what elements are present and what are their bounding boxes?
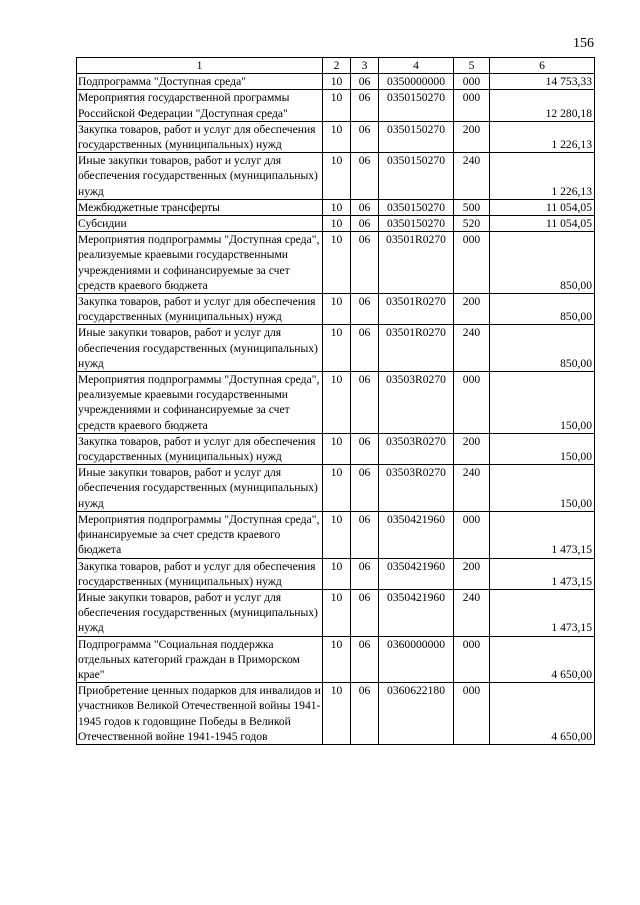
row-section-cell: 10 — [323, 153, 351, 200]
column-header: 5 — [454, 58, 490, 74]
row-subsection-cell: 06 — [351, 325, 379, 372]
table-row — [77, 465, 595, 512]
row-amount-cell: 850,00 — [490, 294, 595, 325]
row-amount-cell: 12 280,18 — [490, 90, 595, 121]
row-name-cell: Мероприятия подпрограммы "Доступная среда", реализуемые краевыми государственными учреждениями и софинансируемые за счет средств краевого бюджета — [77, 372, 323, 434]
row-target-article-cell: 0350150270 — [379, 199, 454, 215]
row-subsection-cell: 06 — [351, 636, 379, 683]
row-subsection-cell: 06 — [351, 433, 379, 464]
table-row — [77, 558, 595, 589]
table-header-row — [77, 58, 595, 74]
row-expense-type-cell: 000 — [454, 636, 490, 683]
row-expense-type-cell: 000 — [454, 90, 490, 121]
row-target-article-cell: 03503R0270 — [379, 433, 454, 464]
row-name-cell: Подпрограмма "Доступная среда" — [77, 74, 323, 90]
row-name-cell: Закупка товаров, работ и услуг для обеспечения государственных (муниципальных) нужд — [77, 294, 323, 325]
budget-table-body — [77, 58, 595, 745]
row-amount-cell: 150,00 — [490, 372, 595, 434]
row-target-article-cell: 03503R0270 — [379, 465, 454, 512]
row-expense-type-cell: 240 — [454, 465, 490, 512]
row-target-article-cell: 0350150270 — [379, 216, 454, 232]
row-expense-type-cell: 240 — [454, 153, 490, 200]
row-name-cell: Иные закупки товаров, работ и услуг для обеспечения государственных (муниципальных) нужд — [77, 325, 323, 372]
row-amount-cell: 1 473,15 — [490, 589, 595, 636]
row-section-cell: 10 — [323, 294, 351, 325]
row-amount-cell: 4 650,00 — [490, 636, 595, 683]
row-name-cell: Субсидии — [77, 216, 323, 232]
row-section-cell: 10 — [323, 636, 351, 683]
row-section-cell: 10 — [323, 433, 351, 464]
table-row — [77, 433, 595, 464]
table-row — [77, 372, 595, 434]
row-section-cell: 10 — [323, 589, 351, 636]
row-section-cell: 10 — [323, 199, 351, 215]
row-amount-cell: 850,00 — [490, 325, 595, 372]
table-row — [77, 589, 595, 636]
table-row — [77, 216, 595, 232]
row-amount-cell: 850,00 — [490, 232, 595, 294]
row-subsection-cell: 06 — [351, 121, 379, 152]
row-name-cell: Подпрограмма "Социальная поддержка отдельных категорий граждан в Приморском крае" — [77, 636, 323, 683]
row-amount-cell: 1 226,13 — [490, 121, 595, 152]
row-name-cell: Мероприятия государственной программы Российской Федерации "Доступная среда" — [77, 90, 323, 121]
row-expense-type-cell: 500 — [454, 199, 490, 215]
budget-table — [76, 57, 595, 745]
row-target-article-cell: 0350150270 — [379, 153, 454, 200]
table-row — [77, 90, 595, 121]
column-header: 4 — [379, 58, 454, 74]
row-section-cell: 10 — [323, 90, 351, 121]
table-row — [77, 511, 595, 558]
row-target-article-cell: 0350150270 — [379, 90, 454, 121]
row-target-article-cell: 0350421960 — [379, 589, 454, 636]
row-amount-cell: 11 054,05 — [490, 216, 595, 232]
table-row — [77, 74, 595, 90]
row-amount-cell: 11 054,05 — [490, 199, 595, 215]
row-subsection-cell: 06 — [351, 465, 379, 512]
column-header: 2 — [323, 58, 351, 74]
row-target-article-cell: 0360000000 — [379, 636, 454, 683]
row-subsection-cell: 06 — [351, 511, 379, 558]
row-amount-cell: 1 473,15 — [490, 511, 595, 558]
row-target-article-cell: 0350421960 — [379, 558, 454, 589]
row-section-cell: 10 — [323, 121, 351, 152]
row-subsection-cell: 06 — [351, 74, 379, 90]
row-expense-type-cell: 200 — [454, 294, 490, 325]
row-expense-type-cell: 000 — [454, 511, 490, 558]
row-subsection-cell: 06 — [351, 589, 379, 636]
row-subsection-cell: 06 — [351, 294, 379, 325]
row-subsection-cell: 06 — [351, 153, 379, 200]
row-name-cell: Межбюджетные трансферты — [77, 199, 323, 215]
row-target-article-cell: 03501R0270 — [379, 294, 454, 325]
table-row — [77, 294, 595, 325]
row-name-cell: Мероприятия подпрограммы "Доступная среда", реализуемые краевыми государственными учреждениями и софинансируемые за счет средств краевого бюджета — [77, 232, 323, 294]
row-name-cell: Закупка товаров, работ и услуг для обеспечения государственных (муниципальных) нужд — [77, 121, 323, 152]
row-target-article-cell: 03501R0270 — [379, 232, 454, 294]
row-expense-type-cell: 000 — [454, 232, 490, 294]
row-expense-type-cell: 200 — [454, 558, 490, 589]
row-section-cell: 10 — [323, 216, 351, 232]
table-row — [77, 636, 595, 683]
row-name-cell: Закупка товаров, работ и услуг для обеспечения государственных (муниципальных) нужд — [77, 558, 323, 589]
table-row — [77, 683, 595, 745]
row-target-article-cell: 0350000000 — [379, 74, 454, 90]
row-amount-cell: 1 226,13 — [490, 153, 595, 200]
row-section-cell: 10 — [323, 372, 351, 434]
row-section-cell: 10 — [323, 232, 351, 294]
row-subsection-cell: 06 — [351, 372, 379, 434]
row-expense-type-cell: 520 — [454, 216, 490, 232]
table-row — [77, 232, 595, 294]
row-section-cell: 10 — [323, 465, 351, 512]
row-amount-cell: 1 473,15 — [490, 558, 595, 589]
column-header: 3 — [351, 58, 379, 74]
table-row — [77, 199, 595, 215]
row-target-article-cell: 0350421960 — [379, 511, 454, 558]
row-target-article-cell: 0360622180 — [379, 683, 454, 745]
table-row — [77, 325, 595, 372]
row-name-cell: Закупка товаров, работ и услуг для обеспечения государственных (муниципальных) нужд — [77, 433, 323, 464]
row-name-cell: Иные закупки товаров, работ и услуг для обеспечения государственных (муниципальных) нужд — [77, 465, 323, 512]
table-row — [77, 121, 595, 152]
row-subsection-cell: 06 — [351, 232, 379, 294]
row-section-cell: 10 — [323, 74, 351, 90]
row-name-cell: Приобретение ценных подарков для инвалидов и участников Великой Отечественной войны 1941-1945 годов к годовщине Победы в Великой Отечественной войне 1941-1945 годов — [78, 684, 321, 743]
row-name-cell: Иные закупки товаров, работ и услуг для обеспечения государственных (муниципальных) нужд — [77, 589, 323, 636]
row-subsection-cell: 06 — [351, 216, 379, 232]
row-amount-cell: 4 650,00 — [490, 683, 595, 745]
row-expense-type-cell: 200 — [454, 433, 490, 464]
row-expense-type-cell: 000 — [454, 372, 490, 434]
row-expense-type-cell: 200 — [454, 121, 490, 152]
page-number: 156 — [573, 36, 594, 51]
row-section-cell: 10 — [323, 325, 351, 372]
row-subsection-cell: 06 — [351, 558, 379, 589]
row-expense-type-cell: 240 — [454, 589, 490, 636]
row-expense-type-cell: 240 — [454, 325, 490, 372]
row-subsection-cell: 06 — [351, 90, 379, 121]
row-subsection-cell: 06 — [351, 683, 379, 745]
row-expense-type-cell: 000 — [454, 683, 490, 745]
row-amount-cell: 150,00 — [490, 465, 595, 512]
row-expense-type-cell: 000 — [454, 74, 490, 90]
row-subsection-cell: 06 — [351, 199, 379, 215]
row-name-cell: Мероприятия подпрограммы "Доступная среда", финансируемые за счет средств краевого бюджета — [77, 511, 323, 558]
column-header: 1 — [77, 58, 323, 74]
row-amount-cell: 14 753,33 — [490, 74, 595, 90]
row-target-article-cell: 03501R0270 — [379, 325, 454, 372]
row-amount-cell: 150,00 — [490, 433, 595, 464]
column-header: 6 — [490, 58, 595, 74]
row-name-cell: Иные закупки товаров, работ и услуг для обеспечения государственных (муниципальных) нужд — [77, 153, 323, 200]
table-row — [77, 153, 595, 200]
row-section-cell: 10 — [323, 558, 351, 589]
row-section-cell: 10 — [323, 683, 351, 745]
row-target-article-cell: 0350150270 — [379, 121, 454, 152]
row-section-cell: 10 — [323, 511, 351, 558]
row-target-article-cell: 03503R0270 — [379, 372, 454, 434]
